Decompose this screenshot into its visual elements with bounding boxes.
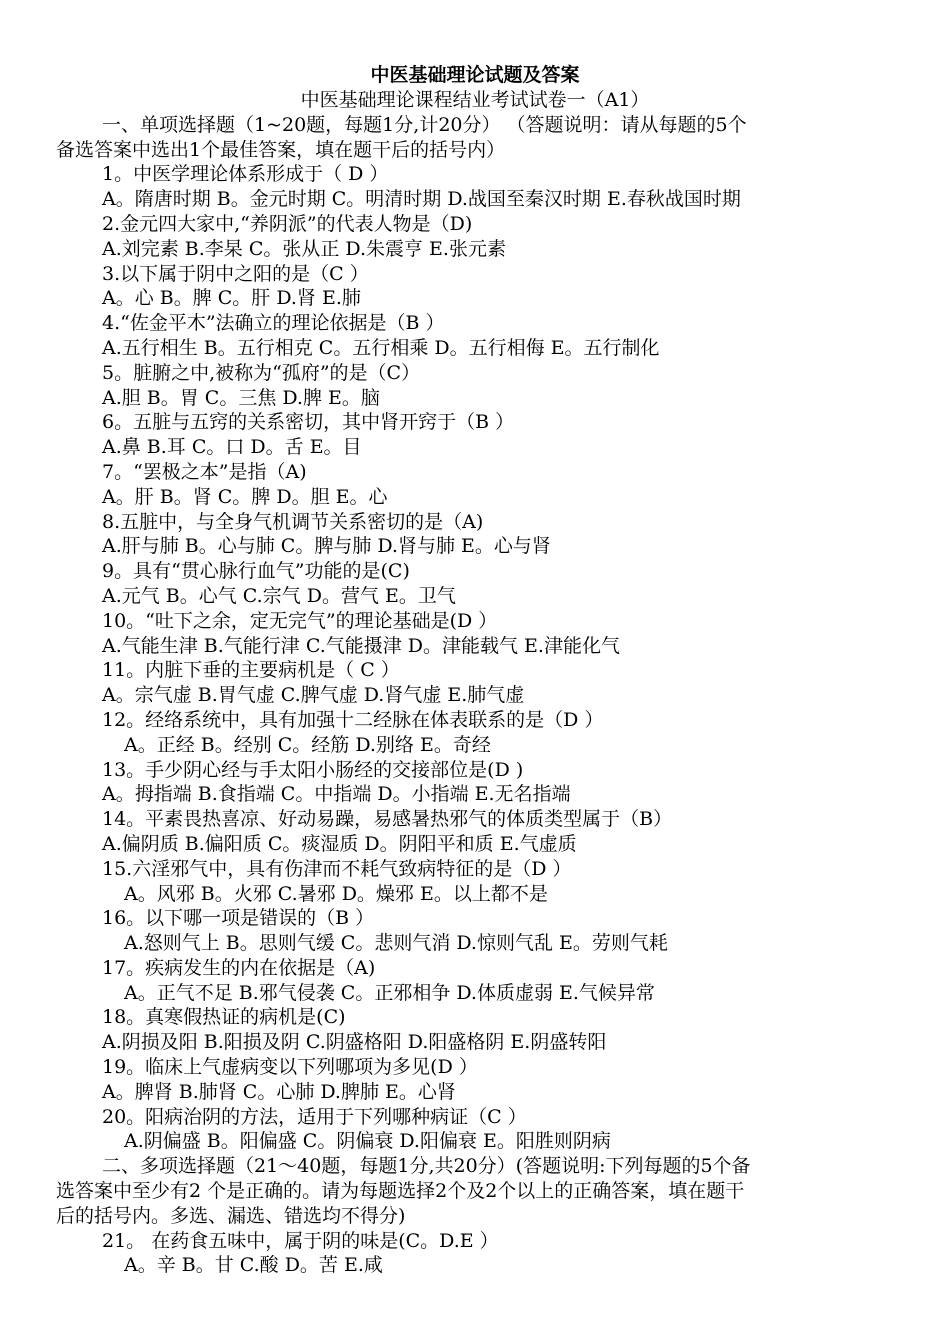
question-item — [102, 162, 892, 212]
question-item — [102, 311, 892, 361]
question-options: A。心 B。脾 C。肝 D.肾 E.肺 — [102, 287, 361, 310]
question-item — [102, 1055, 892, 1105]
question-list — [102, 162, 892, 1154]
question-options: A.偏阴质 B.偏阳质 C。痰湿质 D。阴阳平和质 E.气虚质 — [102, 832, 577, 855]
question-text: 1。中医学理论体系形成于（ D ） — [102, 163, 389, 186]
document-title: 中医基础理论试题及答案 — [370, 64, 580, 86]
section-1-line-1: 一、单项选择题（1~20题，每题1分,计20分） （答题说明：请从每题的5个 — [102, 113, 747, 136]
question-text: 19。临床上气虚病变以下列哪项为多见(D ） — [102, 1056, 478, 1079]
question-item — [102, 609, 892, 659]
question-item — [102, 857, 892, 907]
question-text: 7。“罢极之本”是指（A) — [102, 460, 307, 483]
question-options: A.鼻 B.耳 C。口 D。舌 E。目 — [102, 436, 362, 459]
question-text: 12。经络系统中，具有加强十二经脉在体表联系的是（D ） — [102, 708, 604, 731]
question-options: A。拇指端 B.食指端 C。中指端 D。小指端 E.无名指端 — [102, 783, 571, 806]
question-text: 3.以下属于阴中之阳的是（C ） — [102, 262, 369, 285]
question-options: A.气能生津 B.气能行津 C.气能摄津 D。津能载气 E.津能化气 — [102, 634, 620, 657]
question-text: 5。脏腑之中,被称为“孤府”的是（C） — [102, 361, 421, 384]
question-item — [102, 906, 892, 956]
question-item — [102, 559, 892, 609]
question-item — [102, 361, 892, 411]
question-text: 20。阳病治阴的方法，适用于下列哪种病证（C ） — [102, 1105, 527, 1128]
question-text: 16。以下哪一项是错误的（B ） — [102, 907, 375, 930]
question-item — [102, 1005, 892, 1055]
question-options: A。宗气虚 B.胃气虚 C.脾气虚 D.肾气虚 E.肺气虚 — [102, 684, 525, 707]
question-21 — [102, 1229, 892, 1279]
section-1-heading — [56, 113, 892, 163]
question-item — [102, 956, 892, 1006]
question-options: A.阴损及阳 B.阳损及阴 C.阴盛格阳 D.阳盛格阴 E.阴盛转阳 — [102, 1031, 607, 1054]
question-text: 17。疾病发生的内在依据是（A) — [102, 956, 376, 979]
section-2-line-3: 后的括号内。多选、漏选、错选均不得分) — [56, 1204, 406, 1227]
question-text: 6。五脏与五窍的关系密切，其中肾开窍于（B ） — [102, 411, 515, 434]
question-options: A.胆 B。胃 C。三焦 D.脾 E。脑 — [102, 386, 380, 409]
question-options: A.肝与肺 B。心与肺 C。脾与肺 D.肾与肺 E。心与肾 — [102, 535, 551, 558]
question-item — [102, 212, 892, 262]
question-item — [102, 708, 892, 758]
question-text: 14。平素畏热喜凉、好动易躁，易感暑热邪气的体质类型属于（B） — [102, 808, 673, 831]
section-2-line-2: 选答案中至少有2 个是正确的。请为每题选择2个及2个以上的正确答案，填在题干 — [56, 1180, 745, 1203]
question-options: A.怒则气上 B。思则气缓 C。悲则气消 D.惊则气乱 E。劳则气耗 — [124, 932, 668, 955]
question-item — [102, 758, 892, 808]
question-options: A。正经 B。经别 C。经筋 D.别络 E。奇经 — [124, 733, 491, 756]
question-text: 18。真寒假热证的病机是(C) — [102, 1006, 346, 1029]
question-text: 21。 在药食五味中，属于阴的味是(C。D.E ） — [102, 1229, 499, 1252]
question-options: A.阴偏盛 B。阳偏盛 C。阴偏衰 D.阳偏衰 E。阳胜则阴病 — [124, 1130, 611, 1153]
question-text: 9。具有“贯心脉行血气”功能的是(C) — [102, 560, 410, 583]
question-text: 15.六淫邪气中，具有伤津而不耗气致病特征的是（D ） — [102, 857, 572, 880]
question-item — [102, 410, 892, 460]
question-options: A.元气 B。心气 C.宗气 D。营气 E。卫气 — [102, 584, 456, 607]
question-options: A.五行相生 B。五行相克 C。五行相乘 D。五行相侮 E。五行制化 — [102, 336, 660, 359]
document-subtitle: 中医基础理论课程结业考试试卷一（A1） — [300, 89, 650, 111]
question-options: A.刘完素 B.李杲 C。张从正 D.朱震亨 E.张元素 — [102, 237, 506, 260]
question-item — [102, 1105, 892, 1155]
question-item — [102, 262, 892, 312]
question-item — [102, 658, 892, 708]
question-text: 4.“佐金平木”法确立的理论依据是（B ） — [102, 312, 445, 335]
question-text: 2.金元四大家中,“养阴派”的代表人物是（D) — [102, 212, 473, 235]
question-options: A。肝 B。肾 C。脾 D。胆 E。心 — [102, 485, 388, 508]
section-1-line-2: 备选答案中选出1个最佳答案，填在题干后的括号内） — [56, 138, 506, 161]
question-item — [102, 807, 892, 857]
question-text: 8.五脏中，与全身气机调节关系密切的是（A) — [102, 510, 484, 533]
section-2-heading — [56, 1154, 892, 1228]
question-options: A。风邪 B。火邪 C.暑邪 D。燥邪 E。以上都不是 — [124, 882, 548, 905]
question-text: 10。“吐下之余，定无完气”的理论基础是(D ） — [102, 609, 498, 632]
question-text: 13。手少阴心经与手太阳小肠经的交接部位是(D ) — [102, 758, 524, 781]
question-item — [102, 460, 892, 510]
question-text: 11。内脏下垂的主要病机是（ C ） — [102, 659, 400, 682]
question-options: A。隋唐时期 B。金元时期 C。明清时期 D.战国至秦汉时期 E.春秋战国时期 — [102, 188, 741, 211]
question-item — [102, 510, 892, 560]
section-2-line-1: 二、多项选择题（21～40题，每题1分,共20分）(答题说明:下列每题的5个备 — [102, 1155, 751, 1178]
question-options: A。辛 B。甘 C.酸 D。苦 E.咸 — [124, 1254, 383, 1277]
question-options: A。脾肾 B.肺肾 C。心肺 D.脾肺 E。心肾 — [102, 1080, 456, 1103]
question-options: A。正气不足 B.邪气侵袭 C。正邪相争 D.体质虚弱 E.气候异常 — [124, 981, 655, 1004]
